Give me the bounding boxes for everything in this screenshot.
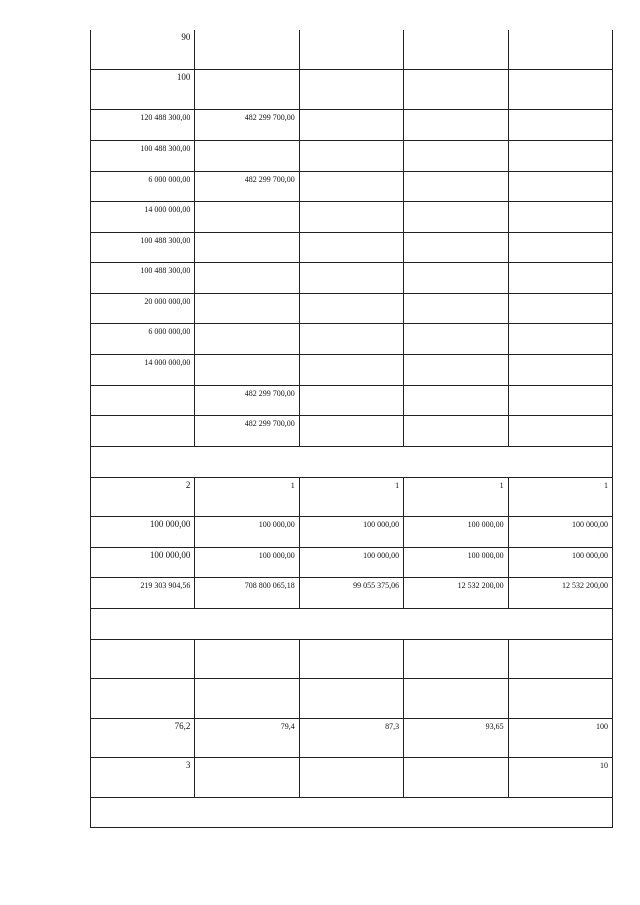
table-cell: 100 000,00 bbox=[195, 547, 299, 577]
table-cell bbox=[404, 30, 508, 69]
table-cell bbox=[508, 639, 612, 678]
table-cell bbox=[91, 385, 195, 415]
table-cell: 76,2 bbox=[91, 718, 195, 757]
table-cell bbox=[299, 171, 403, 201]
table-cell bbox=[508, 678, 612, 718]
table-cell: 100 488 300,00 bbox=[91, 262, 195, 293]
table-row bbox=[91, 577, 613, 608]
table-cell bbox=[404, 385, 508, 415]
table-cell bbox=[195, 140, 299, 171]
table-section-row-cell bbox=[91, 797, 613, 827]
table-cell bbox=[404, 262, 508, 293]
table-row bbox=[91, 415, 613, 446]
table-cell: 100 000,00 bbox=[404, 547, 508, 577]
table-cell: 6 000 000,00 bbox=[91, 171, 195, 201]
table-cell bbox=[195, 323, 299, 354]
table-cell bbox=[91, 639, 195, 678]
table-cell bbox=[195, 757, 299, 797]
table-cell bbox=[508, 415, 612, 446]
table-cell: 219 303 904,56 bbox=[91, 577, 195, 608]
table-section-row-cell bbox=[91, 608, 613, 639]
table-cell bbox=[299, 415, 403, 446]
table-cell bbox=[195, 354, 299, 385]
table-cell: 100 bbox=[91, 69, 195, 109]
table-cell bbox=[508, 354, 612, 385]
table-cell bbox=[195, 201, 299, 232]
table-cell: 120 488 300,00 bbox=[91, 109, 195, 140]
data-table bbox=[90, 30, 613, 828]
table-cell: 100 000,00 bbox=[91, 516, 195, 547]
table-cell: 12 532 200,00 bbox=[508, 577, 612, 608]
table-row bbox=[91, 30, 613, 69]
table-row bbox=[91, 678, 613, 718]
table-cell bbox=[299, 639, 403, 678]
table-cell bbox=[195, 293, 299, 323]
table-cell: 90 bbox=[91, 30, 195, 69]
table-cell: 100 488 300,00 bbox=[91, 232, 195, 262]
table-cell: 100 000,00 bbox=[299, 516, 403, 547]
table-row bbox=[91, 323, 613, 354]
table-cell: 100 bbox=[508, 718, 612, 757]
table-cell: 99 055 375,06 bbox=[299, 577, 403, 608]
table-cell: 100 000,00 bbox=[404, 516, 508, 547]
table-row bbox=[91, 757, 613, 797]
table-cell bbox=[195, 639, 299, 678]
table-cell bbox=[404, 109, 508, 140]
table-cell bbox=[299, 293, 403, 323]
table-cell bbox=[299, 757, 403, 797]
table-cell bbox=[508, 109, 612, 140]
table-cell: 3 bbox=[91, 757, 195, 797]
table-cell bbox=[508, 323, 612, 354]
table-cell bbox=[299, 109, 403, 140]
table-cell: 14 000 000,00 bbox=[91, 201, 195, 232]
table-row bbox=[91, 608, 613, 639]
table-cell bbox=[91, 678, 195, 718]
table-cell bbox=[508, 262, 612, 293]
table-cell bbox=[195, 30, 299, 69]
table-cell bbox=[404, 678, 508, 718]
table-cell bbox=[299, 201, 403, 232]
table-cell bbox=[299, 385, 403, 415]
table-cell: 100 000,00 bbox=[91, 547, 195, 577]
table-cell bbox=[195, 69, 299, 109]
table-cell bbox=[404, 69, 508, 109]
table-cell: 20 000 000,00 bbox=[91, 293, 195, 323]
table-cell bbox=[195, 262, 299, 293]
table-cell: 2 bbox=[91, 477, 195, 516]
table-cell bbox=[91, 415, 195, 446]
table-cell: 100 000,00 bbox=[508, 547, 612, 577]
table-row bbox=[91, 446, 613, 477]
table-cell bbox=[404, 171, 508, 201]
table-row bbox=[91, 109, 613, 140]
table-cell bbox=[508, 171, 612, 201]
table-row bbox=[91, 232, 613, 262]
table-cell bbox=[404, 293, 508, 323]
table-row bbox=[91, 639, 613, 678]
table-row bbox=[91, 718, 613, 757]
table-cell: 1 bbox=[299, 477, 403, 516]
table-row bbox=[91, 547, 613, 577]
table-cell: 100 000,00 bbox=[195, 516, 299, 547]
table-cell: 6 000 000,00 bbox=[91, 323, 195, 354]
table-cell bbox=[195, 678, 299, 718]
table-cell: 708 800 065,18 bbox=[195, 577, 299, 608]
table-cell: 100 000,00 bbox=[299, 547, 403, 577]
table-cell: 100 000,00 bbox=[508, 516, 612, 547]
table-cell: 482 299 700,00 bbox=[195, 385, 299, 415]
table-cell: 12 532 200,00 bbox=[404, 577, 508, 608]
table-cell: 482 299 700,00 bbox=[195, 109, 299, 140]
table-cell: 482 299 700,00 bbox=[195, 415, 299, 446]
table-cell bbox=[508, 385, 612, 415]
table-cell bbox=[299, 678, 403, 718]
table-cell bbox=[508, 201, 612, 232]
table-cell bbox=[404, 140, 508, 171]
table-cell bbox=[299, 354, 403, 385]
table-cell bbox=[404, 415, 508, 446]
table-cell bbox=[299, 30, 403, 69]
table-cell bbox=[508, 232, 612, 262]
table-cell bbox=[195, 232, 299, 262]
table-cell bbox=[299, 262, 403, 293]
table-row bbox=[91, 69, 613, 109]
table-cell bbox=[299, 69, 403, 109]
table-cell bbox=[404, 354, 508, 385]
table-cell bbox=[299, 140, 403, 171]
table-row bbox=[91, 797, 613, 827]
table-cell: 1 bbox=[404, 477, 508, 516]
table-row bbox=[91, 516, 613, 547]
table-cell bbox=[404, 201, 508, 232]
table-cell bbox=[404, 639, 508, 678]
table-cell: 10 bbox=[508, 757, 612, 797]
table-cell: 1 bbox=[195, 477, 299, 516]
table-cell bbox=[508, 69, 612, 109]
table-row bbox=[91, 262, 613, 293]
table-row bbox=[91, 171, 613, 201]
table-row bbox=[91, 293, 613, 323]
table-cell bbox=[404, 323, 508, 354]
table-row bbox=[91, 201, 613, 232]
table-cell: 93,65 bbox=[404, 718, 508, 757]
table-cell bbox=[508, 30, 612, 69]
table-cell bbox=[404, 757, 508, 797]
table-cell bbox=[508, 293, 612, 323]
table-cell bbox=[404, 232, 508, 262]
table-cell: 482 299 700,00 bbox=[195, 171, 299, 201]
table-row bbox=[91, 477, 613, 516]
table-cell: 79,4 bbox=[195, 718, 299, 757]
table-cell: 100 488 300,00 bbox=[91, 140, 195, 171]
table-section-row-cell bbox=[91, 446, 613, 477]
table-cell bbox=[299, 323, 403, 354]
table-cell: 1 bbox=[508, 477, 612, 516]
table-cell bbox=[508, 140, 612, 171]
table-cell: 14 000 000,00 bbox=[91, 354, 195, 385]
table-row bbox=[91, 354, 613, 385]
table-cell bbox=[299, 232, 403, 262]
table-body bbox=[91, 30, 613, 827]
table-row bbox=[91, 140, 613, 171]
table-cell: 87,3 bbox=[299, 718, 403, 757]
table-row bbox=[91, 385, 613, 415]
